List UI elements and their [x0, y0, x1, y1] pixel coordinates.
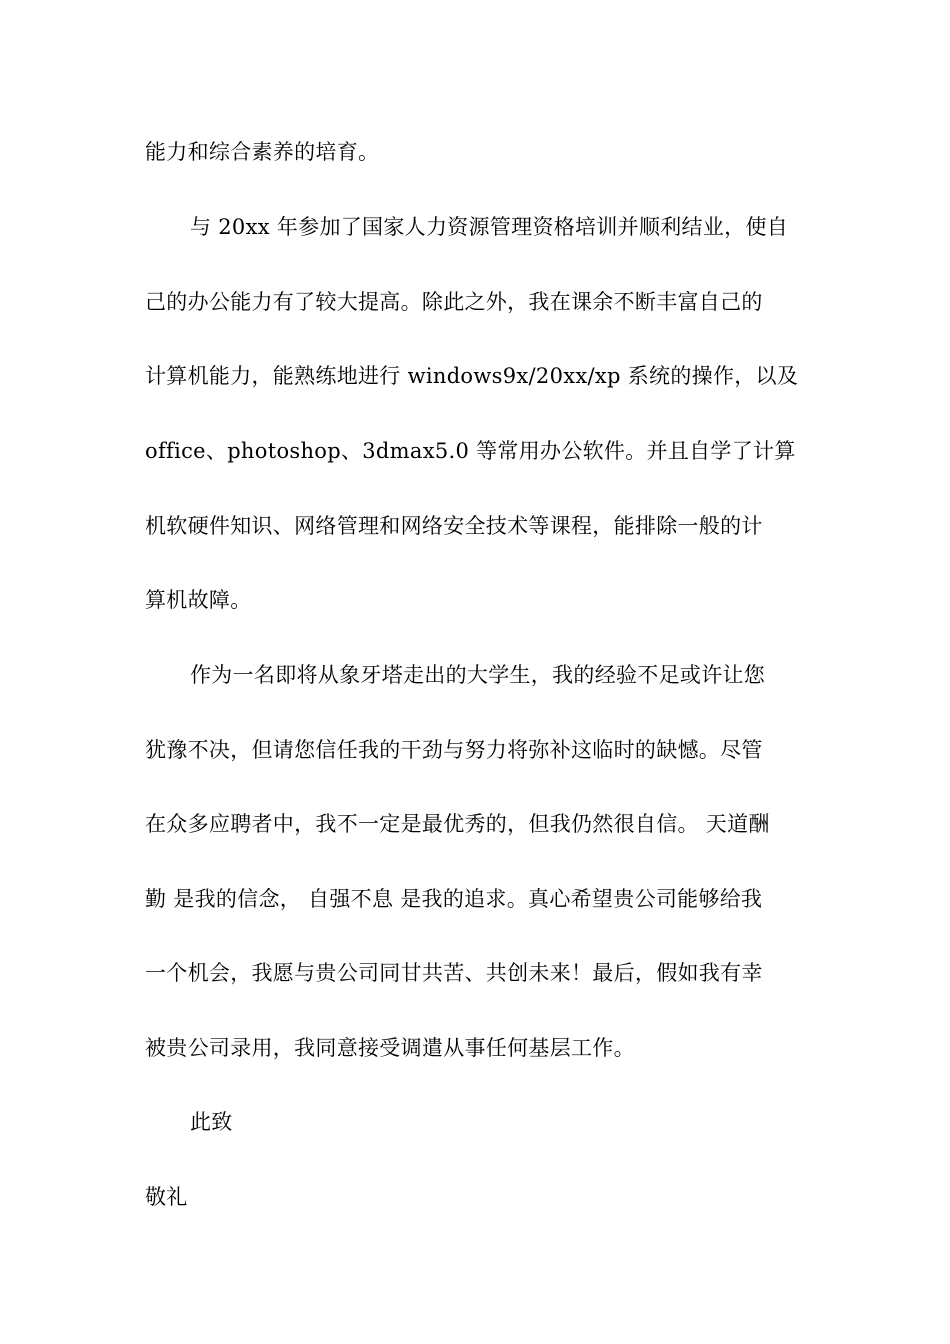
closing-regards: 敬礼 [145, 1185, 188, 1209]
text-line: 被贵公司录用，我同意接受调遣从事任何基层工作。 [145, 1036, 635, 1060]
text-line: office、photoshop、3dmax5.0 等常用办公软件。并且自学了计算 [145, 439, 796, 463]
closing-salutation: 此致 [190, 1110, 233, 1134]
text-line: 一个机会，我愿与贵公司同甘共苦、共创未来！最后，假如我有幸 [145, 961, 763, 985]
text-line: 能力和综合素养的培育。 [145, 140, 380, 164]
text-line: 在众多应聘者中，我不一定是最优秀的，但我仍然很自信。 天道酬 [145, 812, 770, 836]
text-line: 计算机能力，能熟练地进行 windows9x/20xx/xp 系统的操作，以及 [145, 364, 799, 388]
text-line: 己的办公能力有了较大提高。除此之外，我在课余不断丰富自己的 [145, 290, 763, 314]
text-line: 犹豫不决，但请您信任我的干劲与努力将弥补这临时的缺憾。尽管 [145, 738, 763, 762]
text-line: 勤 是我的信念， 自强不息 是我的追求。真心希望贵公司能够给我 [145, 887, 763, 911]
text-line: 与 20xx 年参加了国家人力资源管理资格培训并顺利结业，使自 [190, 215, 789, 239]
text-line: 机软硬件知识、网络管理和网络安全技术等课程，能排除一般的计 [145, 514, 763, 538]
text-line: 算机故障。 [145, 588, 252, 612]
text-line: 作为一名即将从象牙塔走出的大学生，我的经验不足或许让您 [190, 663, 766, 687]
